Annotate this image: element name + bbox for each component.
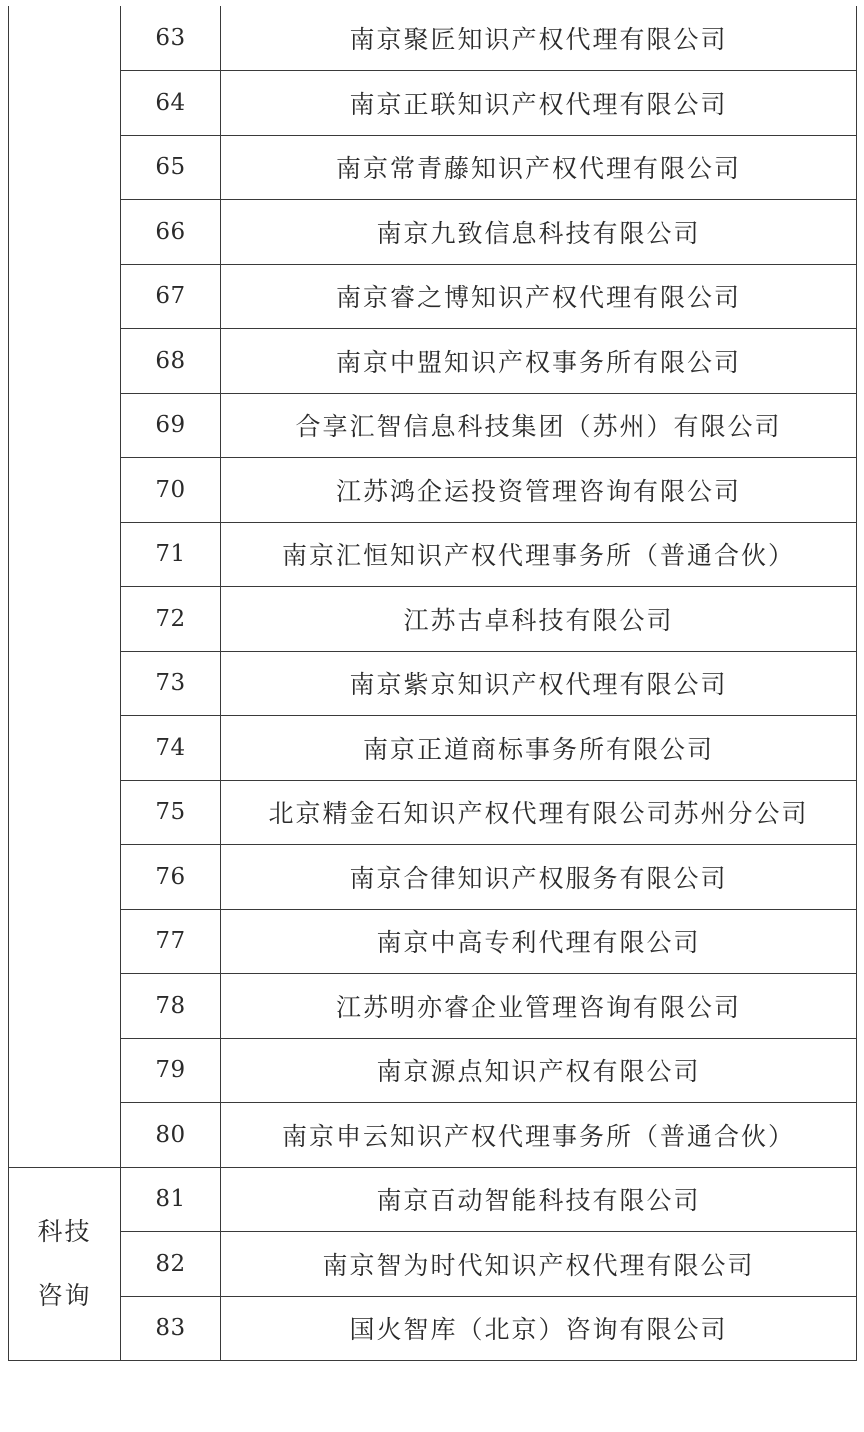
agency-list-body <box>9 6 857 1361</box>
company-name: 南京智为时代知识产权代理有限公司 <box>221 1232 857 1297</box>
company-name: 南京中高专利代理有限公司 <box>221 909 857 974</box>
company-name: 江苏鸿企运投资管理咨询有限公司 <box>221 458 857 523</box>
company-name: 南京中盟知识产权事务所有限公司 <box>221 329 857 394</box>
row-number: 73 <box>121 651 221 716</box>
company-name: 南京合律知识产权服务有限公司 <box>221 845 857 910</box>
company-name: 南京正联知识产权代理有限公司 <box>221 71 857 136</box>
table-row <box>9 1296 857 1361</box>
row-number: 64 <box>121 71 221 136</box>
table-row <box>9 1103 857 1168</box>
table-row <box>9 135 857 200</box>
company-name: 北京精金石知识产权代理有限公司苏州分公司 <box>221 780 857 845</box>
table-row <box>9 522 857 587</box>
company-name: 南京聚匠知识产权代理有限公司 <box>221 6 857 71</box>
row-number: 75 <box>121 780 221 845</box>
row-number: 67 <box>121 264 221 329</box>
row-number: 66 <box>121 200 221 265</box>
company-name: 南京紫京知识产权代理有限公司 <box>221 651 857 716</box>
table-row <box>9 1167 857 1232</box>
table-row <box>9 1038 857 1103</box>
table-row <box>9 200 857 265</box>
table-row <box>9 909 857 974</box>
company-name: 南京九致信息科技有限公司 <box>221 200 857 265</box>
company-name: 南京百动智能科技有限公司 <box>221 1167 857 1232</box>
category-cell-tech-consulting <box>9 1167 121 1361</box>
table-row <box>9 6 857 71</box>
row-number: 68 <box>121 329 221 394</box>
table-row <box>9 974 857 1039</box>
table-row <box>9 1232 857 1297</box>
row-number: 77 <box>121 909 221 974</box>
row-number: 72 <box>121 587 221 652</box>
row-number: 83 <box>121 1296 221 1361</box>
row-number: 69 <box>121 393 221 458</box>
category-label-line: 科技 <box>37 1216 92 1246</box>
table-row <box>9 716 857 781</box>
category-label-line: 咨询 <box>37 1280 92 1310</box>
row-number: 81 <box>121 1167 221 1232</box>
row-number: 78 <box>121 974 221 1039</box>
table-row <box>9 329 857 394</box>
company-name: 国火智库（北京）咨询有限公司 <box>221 1296 857 1361</box>
company-name: 江苏古卓科技有限公司 <box>221 587 857 652</box>
agency-list-table <box>8 6 857 1361</box>
row-number: 70 <box>121 458 221 523</box>
row-number: 82 <box>121 1232 221 1297</box>
row-number: 79 <box>121 1038 221 1103</box>
table-row <box>9 393 857 458</box>
company-name: 合享汇智信息科技集团（苏州）有限公司 <box>221 393 857 458</box>
row-number: 71 <box>121 522 221 587</box>
company-name: 南京源点知识产权有限公司 <box>221 1038 857 1103</box>
company-name: 南京睿之博知识产权代理有限公司 <box>221 264 857 329</box>
table-row <box>9 71 857 136</box>
category-cell <box>9 6 121 1167</box>
row-number: 65 <box>121 135 221 200</box>
table-row <box>9 845 857 910</box>
company-name: 南京常青藤知识产权代理有限公司 <box>221 135 857 200</box>
table-row <box>9 587 857 652</box>
table-row <box>9 780 857 845</box>
row-number: 63 <box>121 6 221 71</box>
table-row <box>9 458 857 523</box>
row-number: 76 <box>121 845 221 910</box>
table-row <box>9 651 857 716</box>
row-number: 80 <box>121 1103 221 1168</box>
row-number: 74 <box>121 716 221 781</box>
company-name: 南京正道商标事务所有限公司 <box>221 716 857 781</box>
company-name: 江苏明亦睿企业管理咨询有限公司 <box>221 974 857 1039</box>
company-name: 南京申云知识产权代理事务所（普通合伙） <box>221 1103 857 1168</box>
table-row <box>9 264 857 329</box>
company-name: 南京汇恒知识产权代理事务所（普通合伙） <box>221 522 857 587</box>
